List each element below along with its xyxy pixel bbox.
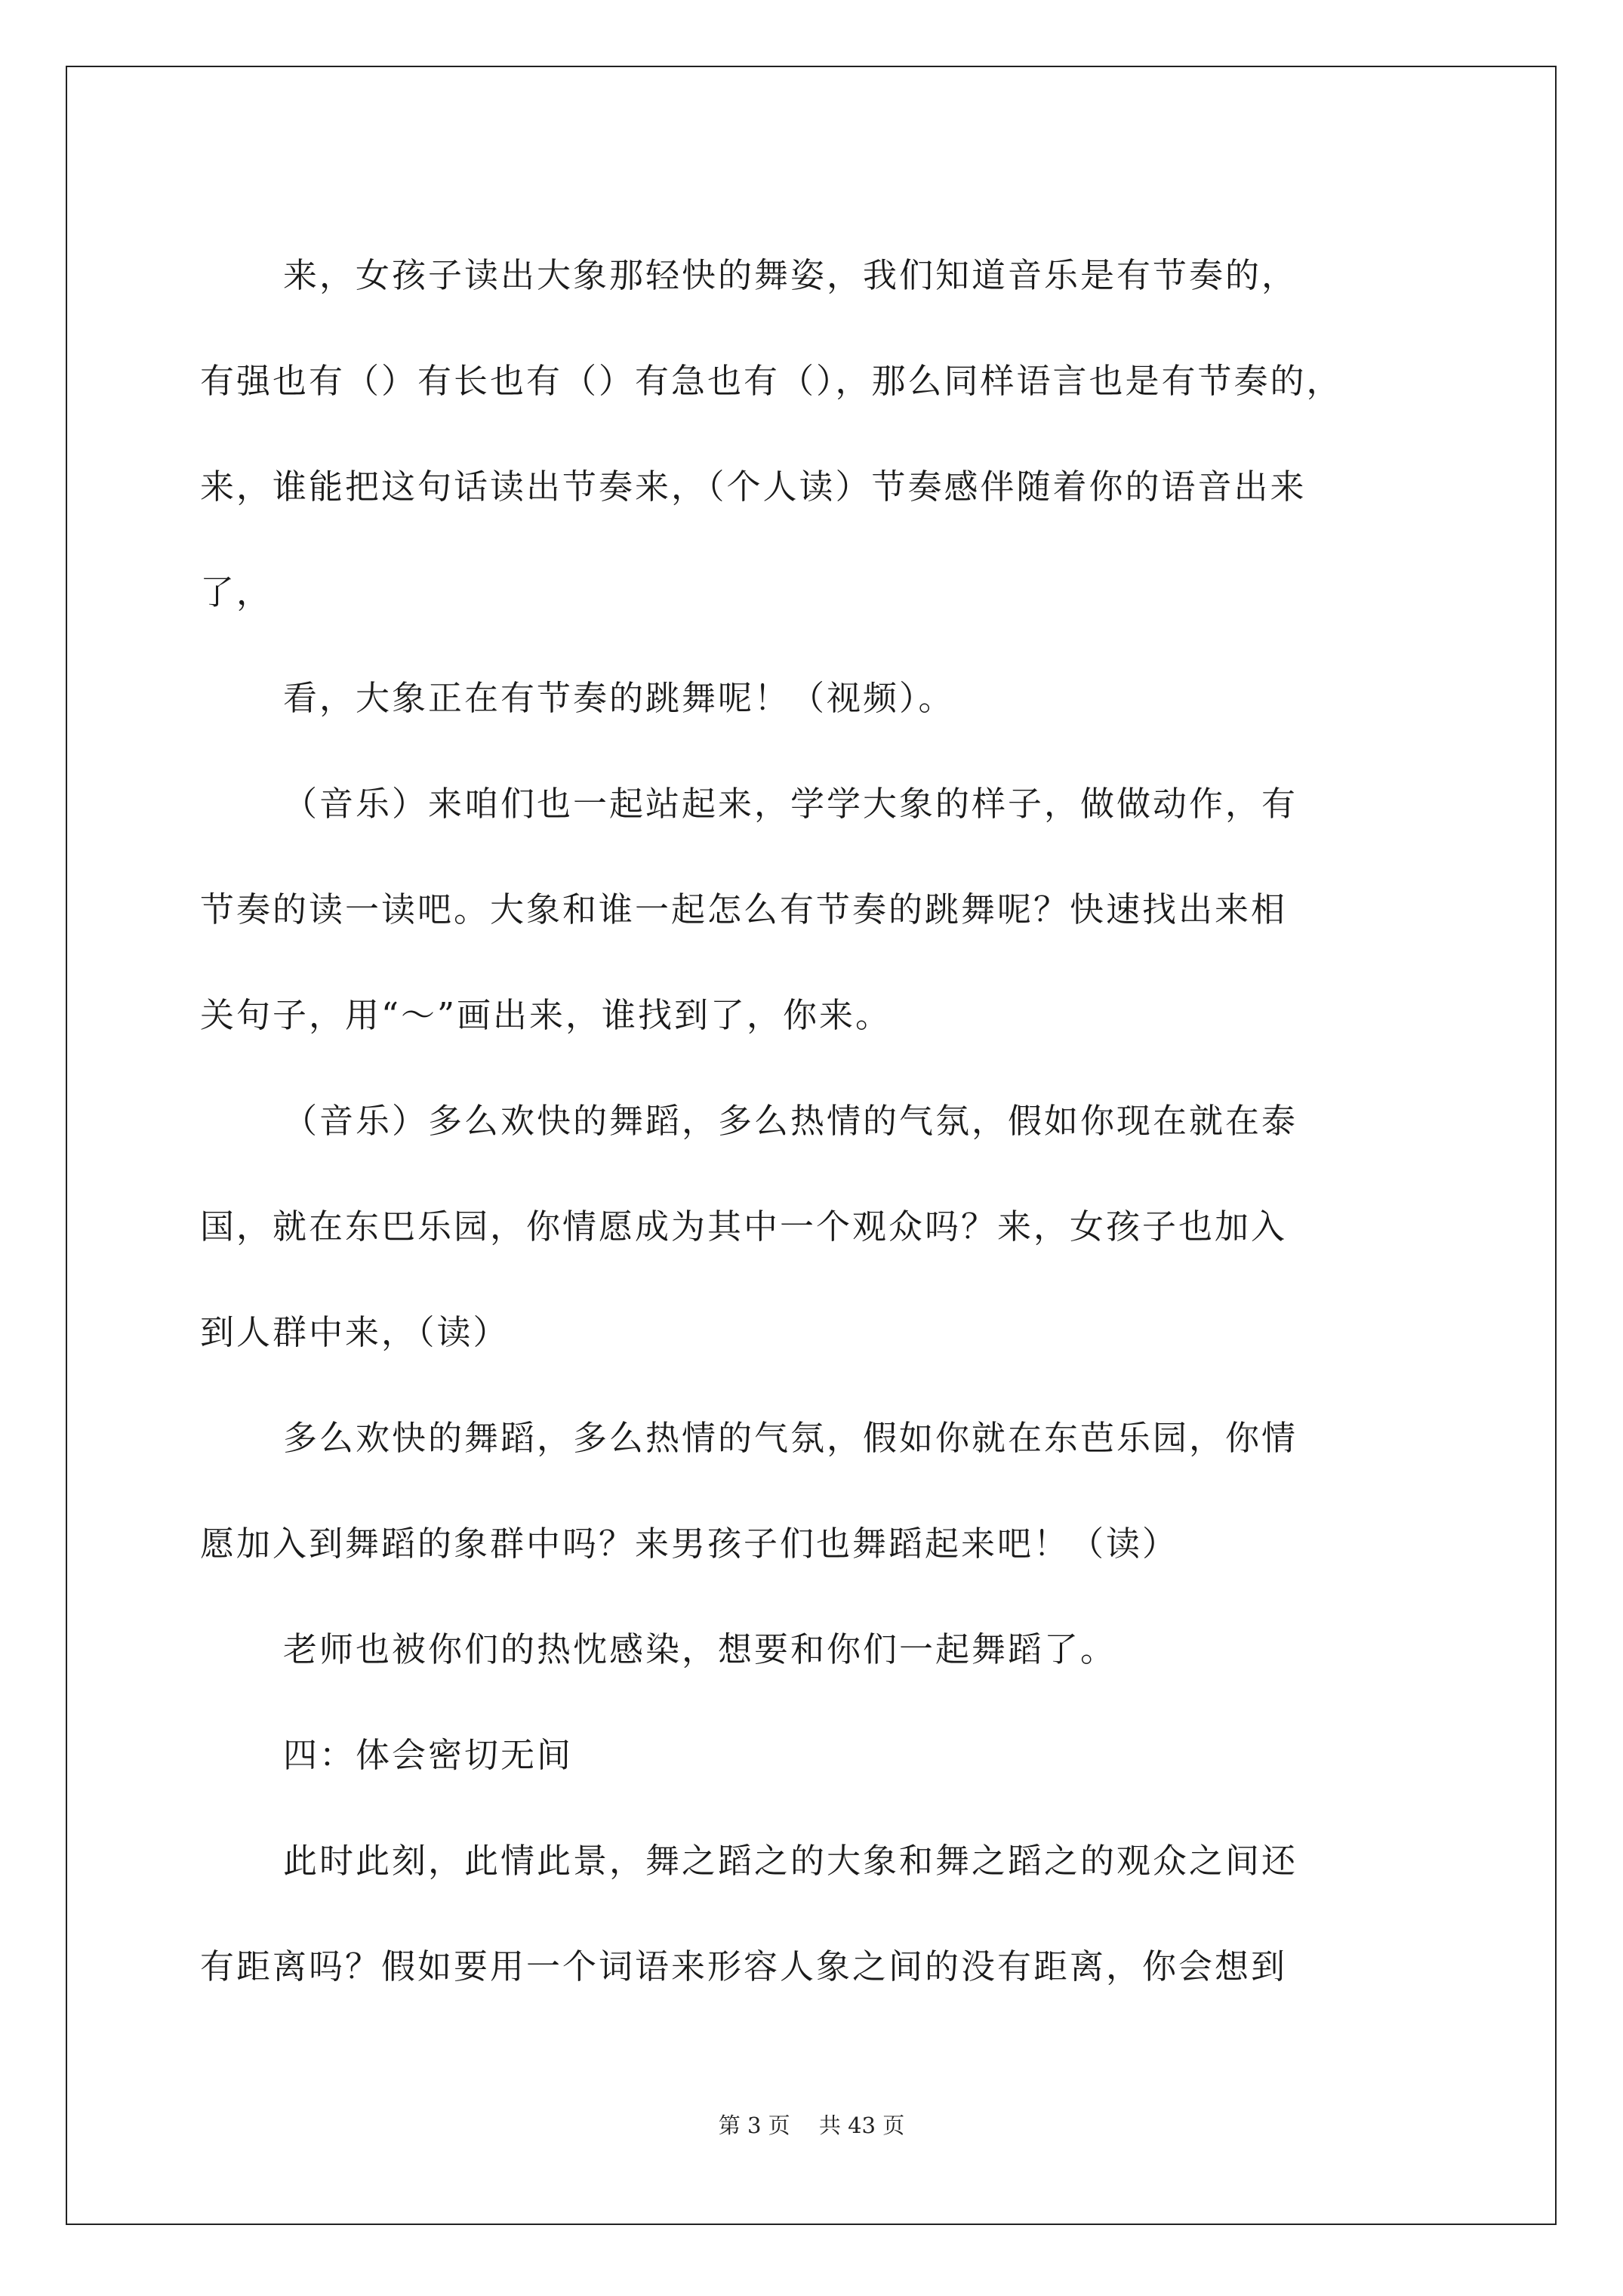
text-line: 此时此刻，此情此景，舞之蹈之的大象和舞之蹈之的观众之间还 <box>283 1840 1298 1881</box>
text-line: 到人群中来，（读） <box>200 1311 510 1352</box>
text-line: （音乐）来咱们也一起站起来，学学大象的样子，做做动作，有 <box>283 783 1298 824</box>
text-line: 来，谁能把这句话读出节奏来，（个人读）节奏感伴随着你的语音出来 <box>200 466 1307 507</box>
text-line: 愿加入到舞蹈的象群中吗？来男孩子们也舞蹈起来吧！（读） <box>200 1523 1179 1564</box>
document-body <box>200 219 1476 2016</box>
text-line: 来，女孩子读出大象那轻快的舞姿，我们知道音乐是有节奏的， <box>283 254 1298 295</box>
text-line: 节奏的读一读吧。大象和谁一起怎么有节奏的跳舞呢？快速找出来相 <box>200 889 1288 929</box>
text-line: （音乐）多么欢快的舞蹈，多么热情的气氛，假如你现在就在泰 <box>283 1100 1298 1141</box>
text-line: 了， <box>200 572 273 612</box>
text-line: 多么欢快的舞蹈，多么热情的气氛，假如你就在东芭乐园，你情 <box>283 1417 1298 1458</box>
text-line: 老师也被你们的热忱感染，想要和你们一起舞蹈了。 <box>283 1629 1117 1669</box>
text-line: 有强也有（）有长也有（）有急也有（），那么同样语言也是有节奏的， <box>200 360 1343 401</box>
section-heading: 四：体会密切无间 <box>283 1734 574 1775</box>
text-line: 关句子，用“～”画出来，谁找到了，你来。 <box>200 994 892 1035</box>
page-number: 第 3 页 共 43 页 <box>718 2113 905 2138</box>
text-line: 国，就在东巴乐园，你情愿成为其中一个观众吗？来，女孩子也加入 <box>200 1206 1288 1247</box>
text-line: 有距离吗？假如要用一个词语来形容人象之间的没有距离，你会想到 <box>200 1946 1288 1986</box>
text-line: 看，大象正在有节奏的跳舞呢！（视频）。 <box>283 677 955 718</box>
